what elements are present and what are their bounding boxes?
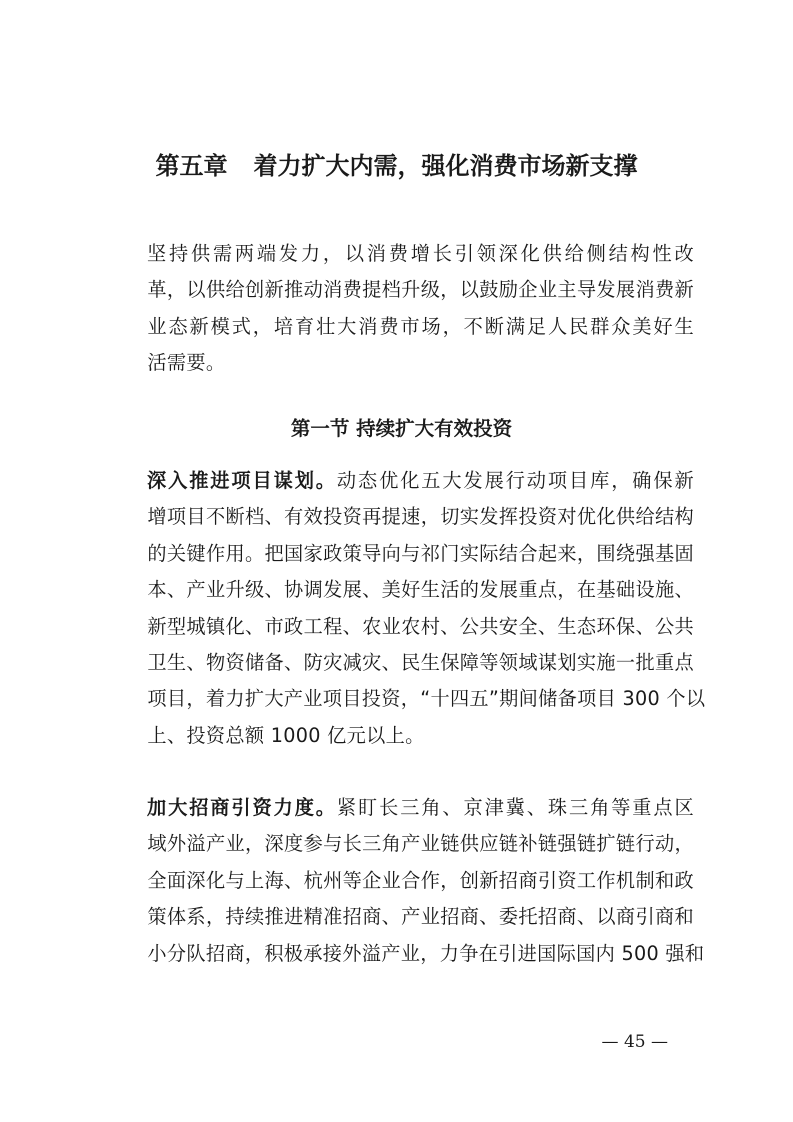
page-number: — 45 — xyxy=(601,1032,668,1052)
paragraph-project-planning xyxy=(109,463,706,754)
paragraph-line: 全面深化与上海、杭州等企业合作，创新招商引资工作机制和政 xyxy=(147,868,694,892)
intro-line: 活需要。 xyxy=(147,351,226,375)
paragraph-line: 的关键作用。把国家政策导向与祁门实际结合起来，围绕强基固 xyxy=(147,541,694,565)
paragraph-line: 域外溢产业，深度参与长三角产业链供应链补链强链扩链行动， xyxy=(147,832,694,856)
paragraph-line: 小分队招商，积极承接外溢产业，力争在引进国际国内 500 强和 xyxy=(147,941,705,965)
paragraph-line: 卫生、物资储备、防灾减灾、民生保障等领域谋划实施一批重点 xyxy=(147,651,694,675)
intro-line: 革，以供给创新推动消费提档升级，以鼓励企业主导发展消费新 xyxy=(147,278,694,302)
paragraph-line: 深入推进项目谋划。动态优化五大发展行动项目库，确保新 xyxy=(147,469,694,492)
chapter-number: 第五章 xyxy=(155,151,228,180)
paragraph-line: 增项目不断档、有效投资再提速，切实发挥投资对优化供给结构 xyxy=(147,505,694,529)
paragraph-line: 上、投资总额 1000 亿元以上。 xyxy=(147,723,425,747)
intro-line: 业态新模式，培育壮大消费市场，不断满足人民群众美好生 xyxy=(147,314,694,338)
chapter-heading: 着力扩大内需，强化消费市场新支撑 xyxy=(253,151,638,180)
paragraph-line: 加大招商引资力度。紧盯长三角、京津冀、珠三角等重点区 xyxy=(147,796,694,819)
chapter-title xyxy=(100,148,693,184)
paragraph-lead: 加大招商引资力度。 xyxy=(147,796,337,819)
paragraph-investment-attraction xyxy=(109,790,705,972)
intro-paragraph xyxy=(109,236,694,382)
intro-line: 坚持供需两端发力，以消费增长引领深化供给侧结构性改 xyxy=(147,242,694,265)
section-title: 第一节 持续扩大有效投资 xyxy=(290,417,513,440)
paragraph-lead: 深入推进项目谋划。 xyxy=(147,469,337,492)
paragraph-line: 策体系，持续推进精准招商、产业招商、委托招商、以商引商和 xyxy=(147,905,694,929)
paragraph-line: 本、产业升级、协调发展、美好生活的发展重点，在基础设施、 xyxy=(147,578,694,602)
paragraph-line: 项目，着力扩大产业项目投资，“十四五”期间储备项目 300 个以 xyxy=(147,687,706,711)
paragraph-line: 新型城镇化、市政工程、农业农村、公共安全、生态环保、公共 xyxy=(147,614,694,638)
